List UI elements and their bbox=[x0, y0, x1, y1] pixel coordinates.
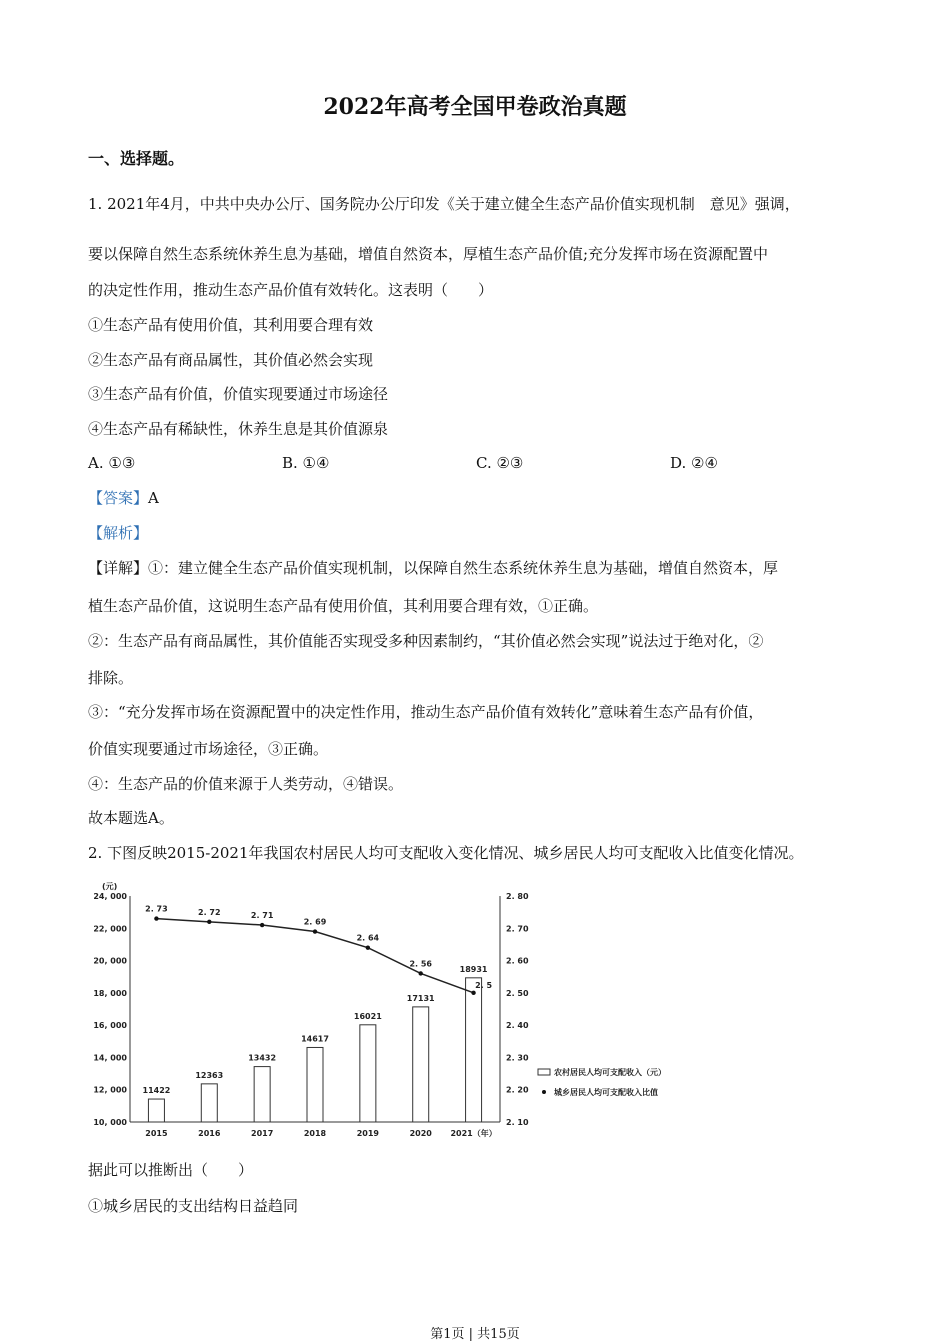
y-left-tick-label: 10, 000 bbox=[93, 1118, 127, 1127]
ratio-point bbox=[154, 916, 158, 920]
answer-tag: 【答案】 bbox=[88, 489, 149, 507]
q1-detail-line-4: 排除。 bbox=[88, 669, 134, 687]
line-value-label: 2. 56 bbox=[409, 959, 432, 969]
y-left-unit: (元) bbox=[102, 882, 118, 891]
y-right-tick-label: 2. 80 bbox=[506, 892, 529, 901]
section-heading: 一、选择题。 bbox=[88, 149, 185, 168]
y-right-tick-label: 2. 30 bbox=[506, 1053, 529, 1063]
q1-option-b: B. ①④ bbox=[282, 454, 330, 472]
legend-bar-swatch bbox=[538, 1069, 550, 1075]
q1-item-3: ③生态产品有价值，价值实现要通过市场途径 bbox=[88, 385, 389, 403]
bar bbox=[254, 1067, 270, 1122]
q1-stem-line-1: 1. 2021年4月，中共中央办公厅、国务院办公厅印发《关于建立健全生态产品价值实现机制 意见》强调， bbox=[88, 195, 800, 213]
line-value-label: 2. 73 bbox=[145, 904, 168, 914]
q1-answer bbox=[88, 488, 159, 508]
bar bbox=[148, 1099, 164, 1122]
x-tick-label: 2021（年） bbox=[450, 1129, 497, 1138]
legend-bar-label: 农村居民人均可支配收入（元） bbox=[554, 1068, 666, 1077]
q1-detail-line-2: 植生态产品价值，这说明生态产品有使用价值，其利用要合理有效，①正确。 bbox=[88, 597, 599, 615]
page-title: 2022年高考全国甲卷政治真题 bbox=[323, 94, 627, 120]
answer-value: A bbox=[148, 489, 159, 507]
ratio-point bbox=[313, 929, 317, 933]
x-tick-label: 2018 bbox=[303, 1129, 327, 1138]
bar-value-label: 12363 bbox=[195, 1070, 224, 1080]
bar-value-label: 14617 bbox=[301, 1034, 329, 1044]
q1-detail-line-6: 价值实现要通过市场途径，③正确。 bbox=[88, 740, 329, 758]
bar-value-label: 13432 bbox=[248, 1053, 277, 1063]
ratio-point bbox=[419, 971, 423, 975]
legend-line-label: 城乡居民人均可支配收入比值 bbox=[554, 1088, 658, 1097]
y-right-tick-label: 2. 20 bbox=[506, 1085, 529, 1095]
q2-item-1: ①城乡居民的支出结构日益趋同 bbox=[88, 1197, 299, 1215]
q1-detail-line-5: ③：“充分发挥市场在资源配置中的决定性作用，推动生态产品价值有效转化”意味着生态产品有价值， bbox=[88, 703, 764, 721]
q1-item-2: ②生态产品有商品属性，其价值必然会实现 bbox=[88, 351, 374, 369]
q1-detail-line-3: ②：生态产品有商品属性，其价值能否实现受多种因素制约，“其价值必然会实现”说法过于绝对化，② bbox=[88, 632, 764, 650]
legend-line-swatch bbox=[542, 1090, 546, 1094]
q1-option-c: C. ②③ bbox=[476, 454, 524, 472]
ratio-point bbox=[207, 920, 211, 924]
bar bbox=[201, 1084, 217, 1122]
q2-prompt: 据此可以推断出（ ） bbox=[88, 1161, 254, 1179]
y-left-tick-label: 24, 000 bbox=[93, 892, 127, 901]
analysis-tag: 【解析】 bbox=[88, 524, 149, 542]
bar bbox=[466, 978, 482, 1122]
bar-value-label: 11422 bbox=[142, 1086, 171, 1096]
q1-option-a: A. ①③ bbox=[88, 454, 136, 472]
q1-stem-line-2: 要以保障自然生态系统休养生息为基础，增值自然资本，厚植生态产品价值;充分发挥市场在资源配置中 bbox=[88, 245, 769, 263]
q1-option-d: D. ②④ bbox=[670, 454, 718, 472]
y-right-tick-label: 2. 60 bbox=[506, 956, 529, 966]
x-tick-label: 2020 bbox=[409, 1129, 432, 1138]
y-left-tick-label: 18, 000 bbox=[93, 988, 127, 998]
ratio-point bbox=[260, 923, 264, 927]
q2-stem: 2. 下图反映2015-2021年我国农村居民人均可支配收入变化情况、城乡居民人均可支配收入比值变化情况。 bbox=[88, 844, 804, 862]
y-left-tick-label: 12, 000 bbox=[93, 1085, 127, 1095]
q1-item-4: ④生态产品有稀缺性，休养生息是其价值源泉 bbox=[88, 420, 389, 438]
y-left-tick-label: 20, 000 bbox=[93, 956, 127, 966]
q1-detail-line-1 bbox=[88, 558, 778, 578]
y-left-tick-label: 14, 000 bbox=[93, 1053, 127, 1063]
income-chart bbox=[88, 876, 698, 1146]
y-right-tick-label: 2. 40 bbox=[506, 1021, 529, 1031]
bar bbox=[360, 1025, 376, 1122]
y-right-tick-label: 2. 10 bbox=[506, 1118, 529, 1127]
bar-value-label: 17131 bbox=[406, 993, 435, 1003]
x-tick-label: 2019 bbox=[356, 1129, 379, 1138]
bar bbox=[307, 1047, 323, 1122]
detail-tag: 【详解】 bbox=[88, 559, 149, 577]
line-value-label: 2. 64 bbox=[356, 933, 380, 943]
ratio-point bbox=[471, 991, 475, 995]
bar-value-label: 18931 bbox=[459, 964, 488, 974]
q1-item-1: ①生态产品有使用价值，其利用要合理有效 bbox=[88, 316, 374, 334]
y-right-tick-label: 2. 70 bbox=[506, 924, 529, 934]
line-value-label: 2. 5 bbox=[475, 980, 493, 990]
q1-detail-line-8: 故本题选A。 bbox=[88, 809, 174, 827]
q1-detail-line-7: ④：生态产品的价值来源于人类劳动，④错误。 bbox=[88, 775, 404, 793]
page-footer: 第1页 | 共15页 bbox=[430, 1327, 520, 1342]
line-value-label: 2. 69 bbox=[303, 917, 327, 927]
line-value-label: 2. 72 bbox=[198, 907, 221, 917]
detail-text-1: ①：建立健全生态产品价值实现机制，以保障自然生态系统休养生息为基础，增值自然资本，厚 bbox=[148, 559, 779, 577]
bar bbox=[413, 1007, 429, 1122]
y-right-tick-label: 2. 50 bbox=[506, 988, 529, 998]
y-left-tick-label: 22, 000 bbox=[93, 924, 127, 934]
q1-stem-line-3: 的决定性作用，推动生态产品价值有效转化。这表明（ ） bbox=[88, 281, 494, 299]
ratio-point bbox=[366, 945, 370, 949]
x-tick-label: 2016 bbox=[198, 1129, 221, 1138]
x-tick-label: 2017 bbox=[251, 1129, 274, 1138]
x-tick-label: 2015 bbox=[145, 1129, 168, 1138]
bar-value-label: 16021 bbox=[353, 1011, 382, 1021]
line-value-label: 2. 71 bbox=[250, 911, 274, 921]
y-left-tick-label: 16, 000 bbox=[93, 1021, 127, 1031]
